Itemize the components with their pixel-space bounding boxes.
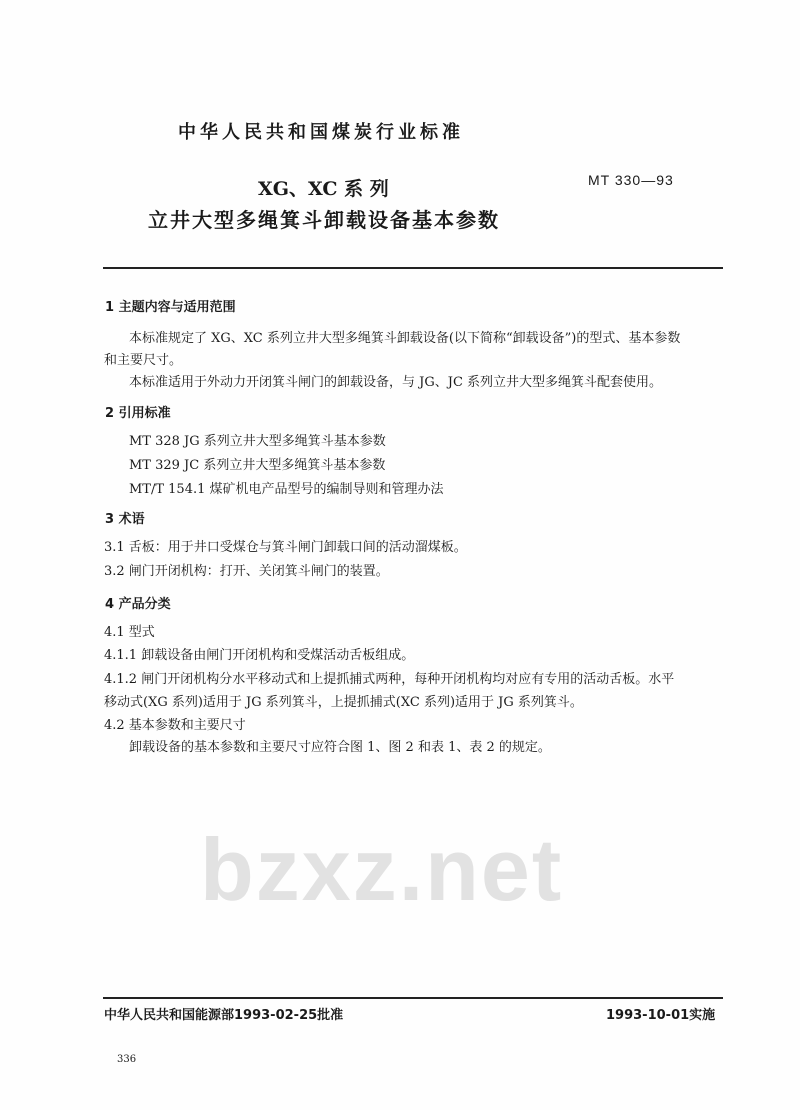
section-1-title: 1 主题内容与适用范围 <box>105 300 236 315</box>
page-number: 336 <box>117 1054 137 1065</box>
series-title: XG、XC 系 列 <box>258 178 389 200</box>
section-3-title: 3 术语 <box>105 512 145 527</box>
standard-code: MT 330—93 <box>588 172 674 188</box>
effective-date: 1993-10-01实施 <box>606 1008 716 1023</box>
footer-rule <box>103 997 723 999</box>
paragraph: 和主要尺寸。 <box>104 353 183 368</box>
paragraph: 本标准规定了 XG、XC 系列立井大型多绳箕斗卸载设备(以下简称“卸载设备”)的型式、基本参数 <box>129 331 681 346</box>
reference-item: MT/T 154.1 煤矿机电产品型号的编制导则和管理办法 <box>129 482 444 497</box>
section-4-title: 4 产品分类 <box>105 597 171 612</box>
header-rule <box>103 267 723 269</box>
reference-item: MT 328 JG 系列立井大型多绳箕斗基本参数 <box>129 434 386 449</box>
clause: 4.1 型式 <box>104 625 155 640</box>
clause: 移动式(XG 系列)适用于 JG 系列箕斗，上提抓捕式(XC 系列)适用于 JG 系列箕斗。 <box>104 695 583 710</box>
paragraph: 卸载设备的基本参数和主要尺寸应符合图 1、图 2 和表 1、表 2 的规定。 <box>129 740 551 755</box>
reference-item: MT 329 JC 系列立井大型多绳箕斗基本参数 <box>129 458 386 473</box>
document-title: 立井大型多绳箕斗卸载设备基本参数 <box>148 208 500 232</box>
clause: 4.1.2 闸门开闭机构分水平移动式和上提抓捕式两种，每种开闭机构均对应有专用的活动舌板。水平 <box>104 672 675 687</box>
section-2-title: 2 引用标准 <box>105 406 171 421</box>
approval-date: 中华人民共和国能源部1993-02-25批准 <box>104 1008 344 1023</box>
clause: 4.1.1 卸载设备由闸门开闭机构和受煤活动舌板组成。 <box>104 648 415 663</box>
term-item: 3.2 闸门开闭机构：打开、关闭箕斗闸门的装置。 <box>104 564 389 579</box>
watermark: bzxz.net <box>200 820 564 919</box>
paragraph: 本标准适用于外动力开闭箕斗闸门的卸载设备，与 JG、JC 系列立井大型多绳箕斗配套使用。 <box>129 375 663 390</box>
standard-org: 中华人民共和国煤炭行业标准 <box>178 122 464 143</box>
term-item: 3.1 舌板：用于井口受煤仓与箕斗闸门卸载口间的活动溜煤板。 <box>104 540 467 555</box>
clause: 4.2 基本参数和主要尺寸 <box>104 718 246 733</box>
